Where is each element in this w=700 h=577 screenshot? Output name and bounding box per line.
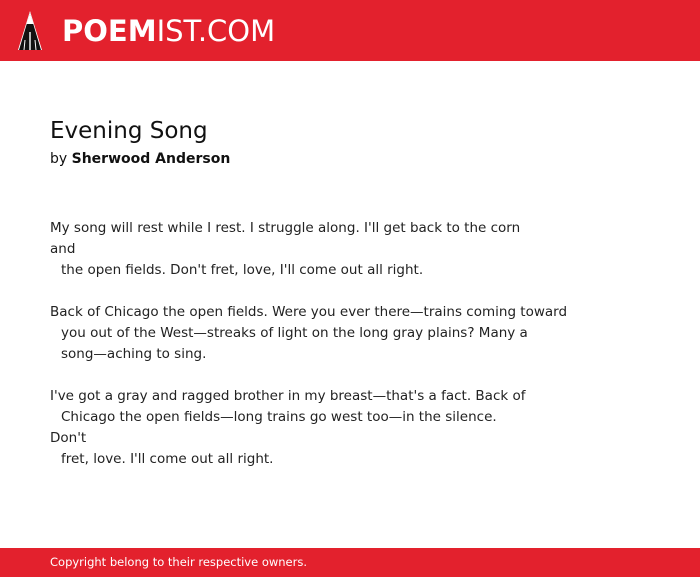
poem-line: fret, love. I'll come out all right.	[61, 451, 274, 467]
poem-line: and	[50, 241, 76, 257]
site-logo-link[interactable]	[17, 10, 275, 52]
poem-line: Back of Chicago the open fields. Were you ever there—trains coming toward	[50, 304, 568, 320]
poem-article	[50, 114, 670, 491]
poem-title: Evening Song	[50, 118, 208, 144]
site-footer	[0, 548, 700, 577]
poem-line: I've got a gray and ragged brother in my breast—that's a fact. Back of	[50, 388, 526, 404]
poem-stanza-3	[50, 386, 670, 470]
poem-line: Chicago the open fields—long trains go west too—in the silence.	[61, 409, 497, 425]
poem-stanza-1	[50, 218, 670, 281]
poem-line: Don't	[50, 430, 87, 446]
logo-text-light: IST.COM	[156, 14, 276, 48]
byline-prefix: by	[50, 151, 68, 167]
logo-text-bold: POEM	[62, 14, 157, 48]
poem-line: My song will rest while I rest. I struggle along. I'll get back to the corn	[50, 220, 521, 236]
poem-byline	[50, 148, 670, 170]
poem-line: the open fields. Don't fret, love, I'll come out all right.	[61, 262, 424, 278]
site-header	[0, 0, 700, 61]
poem-stanza-2	[50, 302, 670, 365]
pencil-icon	[17, 10, 43, 52]
poem-body	[50, 218, 670, 470]
poem-line: song—aching to sing.	[61, 346, 207, 362]
copyright-notice: Copyright belong to their respective owners.	[50, 555, 308, 569]
poem-line: you out of the West—streaks of light on the long gray plains? Many a	[61, 325, 528, 341]
site-logo-text	[62, 10, 275, 52]
author-link[interactable]: Sherwood Anderson	[71, 151, 231, 167]
